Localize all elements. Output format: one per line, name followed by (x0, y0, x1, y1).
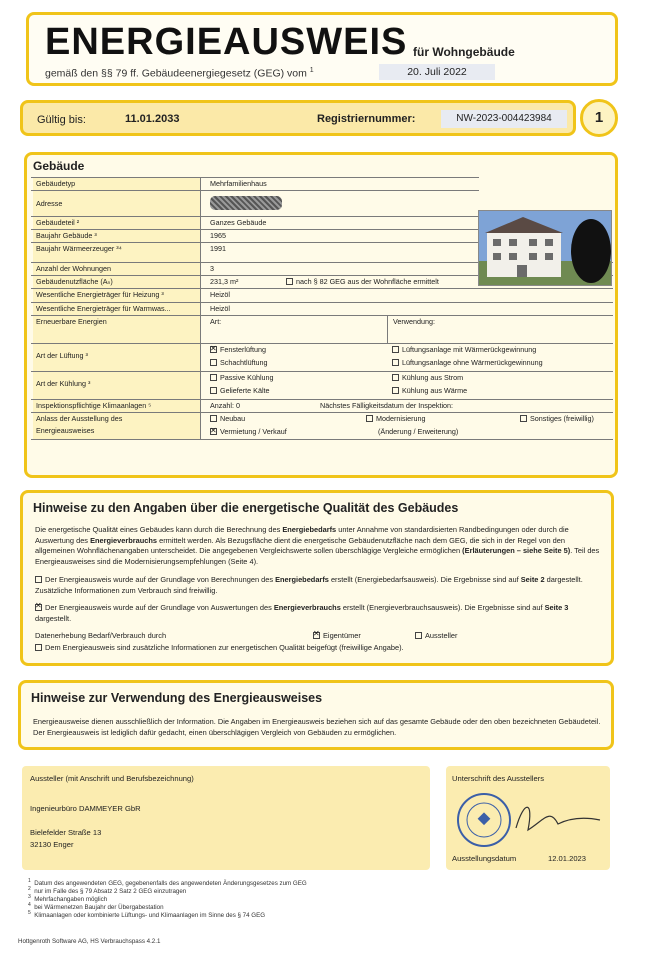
table-row: Art der Lüftung ³ ✕Fensterlüftung Lüftungsanlage mit Wärmerückgewinnung Schachtlüftung Lüftungsanlage ohne Wärmerückgewinnung (31, 343, 613, 371)
issuer-name: Ingenieurbüro DAMMEYER GbR (30, 804, 141, 813)
table-row: Gebäudeteil ² Ganzes Gebäude (31, 216, 479, 229)
registration-label: Registriernummer: (317, 113, 416, 125)
quality-hints-section (20, 490, 614, 666)
issuer-city: 32130 Enger (30, 840, 74, 849)
demand-option: Der Energieausweis wurde auf der Grundlage von Berechnungen des Energiebedarfs erstellt (Energiebedarfsausweis). Die Ergebnisse sind auf Seite 2 dargestellt. Zusätzliche Informationen zum Verbrauch sind freiwillig. (35, 575, 583, 595)
table-row: Erneuerbare Energien Art: Verwendung: (31, 315, 613, 343)
checkbox (286, 278, 293, 285)
table-row: Gebäudetyp Mehrfamilienhaus (31, 177, 479, 190)
building-photo (478, 210, 612, 286)
stamp-seal (454, 790, 604, 855)
table-row: Baujahr Gebäude ³ 1965 (31, 229, 479, 242)
table-row: Adresse (31, 190, 479, 216)
collection-issuer: Aussteller (415, 631, 457, 642)
building-section (24, 152, 618, 478)
valid-until-label: Gültig bis: (37, 114, 86, 126)
table-row: Inspektionspflichtige Klimaanlagen ⁵ Anzahl: 0 Nächstes Fälligkeitsdatum der Inspektion: (31, 399, 613, 412)
table-row: Wesentliche Energieträger für Warmwas... Heizöl (31, 302, 613, 315)
issuer-street: Bielefelder Straße 13 (30, 828, 102, 837)
page-number-badge: 1 (580, 99, 618, 137)
registration-number: NW-2023-004423984 (441, 110, 567, 128)
table-row: Anlass der Ausstellung des Energieausweises Neubau Modernisierung Sonstiges (freiwillig) ✕Vermietung / Verkauf (Änderung / Erweiterung) (31, 412, 613, 440)
issue-date: 12.01.2023 (548, 854, 587, 863)
signature-box (446, 766, 610, 870)
issuer-label: Aussteller (mit Anschrift und Berufsbezeichnung) (30, 774, 194, 783)
document-title: ENERGIEAUSWEIS (45, 21, 408, 63)
legal-date: 20. Juli 2022 (379, 64, 495, 80)
usage-hints-title: Hinweise zur Verwendung des Energieausweises (31, 691, 323, 705)
validity-bar (20, 100, 576, 136)
footnote: $^1$ Datum des angewendeten GEG, gegebenenfalls des angewendeten Änderungsgesetzes zum GEG (28, 878, 307, 888)
quality-hints-paragraph: Die energetische Qualität eines Gebäudes kann durch die Berechnung des Energiebedarfs unter Annahme von standardisierten Randbedingungen oder durch die Auswertung des Energieverbrauchs ermittelt werden. Als Bezugsfläche dient die energetische Gebäudenutzfläche nach dem GEG, die sich in der Regel von den allgemeinen Wohnflächenangaben unterscheidet. Die angegebenen Vergleichswerte sollen überschlägige Vergleiche ermöglichen (Erläuterungen – siehe Seite 5). Teil des Energieausweises sind die Modernisierungsempfehlungen (Seite 4). (35, 525, 600, 566)
footnote: $^3$ Mehrfachangaben möglich (28, 894, 108, 904)
footnote: $^2$ nur im Falle des § 79 Absatz 2 Satz 2 GEG einzutragen (28, 886, 187, 896)
table-row: Baujahr Wärmeerzeuger ³⁴ 1991 (31, 242, 479, 262)
document-subtitle: für Wohngebäude (413, 45, 515, 59)
quality-hints-title: Hinweise zu den Angaben über die energetische Qualität des Gebäudes (33, 501, 459, 515)
area-option: nach § 82 GEG aus der Wohnfläche ermittelt (281, 276, 439, 288)
table-row: Wesentliche Energieträger für Heizung ³ Heizöl (31, 288, 613, 301)
table-row: Art der Kühlung ³ Passive Kühlung Kühlung aus Strom Gelieferte Kälte Kühlung aus Wärme (31, 371, 613, 399)
building-section-title: Gebäude (33, 159, 85, 173)
footnote: $^5$ Klimaanlagen oder kombinierte Lüftungs- und Klimaanlagen im Sinne des § 74 GEG (28, 910, 266, 920)
header-box (26, 12, 618, 86)
data-collection-label: Datenerhebung Bedarf/Verbrauch durch (35, 631, 167, 640)
issue-date-label: Ausstellungsdatum (452, 854, 517, 863)
collection-owner: ✕ Eigentümer (313, 631, 361, 642)
issuer-box (22, 766, 430, 870)
redacted-address (205, 191, 282, 214)
table-row: Gebäudenutzfläche (Aₙ) 231,3 m² nach § 82 GEG aus der Wohnfläche ermittelt (31, 275, 613, 288)
additional-info-option: Dem Energieausweis sind zusätzliche Informationen zur energetischen Qualität beigefügt (freiwillige Angabe). (35, 643, 603, 654)
table-row: Anzahl der Wohnungen 3 (31, 262, 613, 275)
usage-hints-text: Energieausweise dienen ausschließlich der Information. Die Angaben im Energieausweis beziehen sich auf das gesamte Gebäude oder den oben bezeichneten Gebäudeteil. Der Energieausweis ist lediglich dafür gedacht, einen überschlägigen Vergleich von Gebäuden zu ermöglichen. (33, 717, 601, 737)
legal-basis: gemäß den §§ 79 ff. Gebäudeenergiegesetz (GEG) vom $^1$ (45, 67, 314, 80)
signature-label: Unterschrift des Ausstellers (452, 774, 545, 783)
consumption-option: ✕Der Energieausweis wurde auf der Grundlage von Auswertungen des Energieverbrauchs erstellt (Energieverbrauchsausweis). Die Ergebnisse sind auf Seite 3 dargestellt. (35, 603, 603, 624)
usage-hints-section (18, 680, 614, 750)
software-credit: Hottgenroth Software AG, HS Verbrauchspass 4.2.1 (18, 938, 161, 945)
valid-until-value: 11.01.2033 (125, 113, 180, 125)
footnote: $^4$ bei Wärmenetzen Baujahr der Übergabestation (28, 902, 164, 912)
